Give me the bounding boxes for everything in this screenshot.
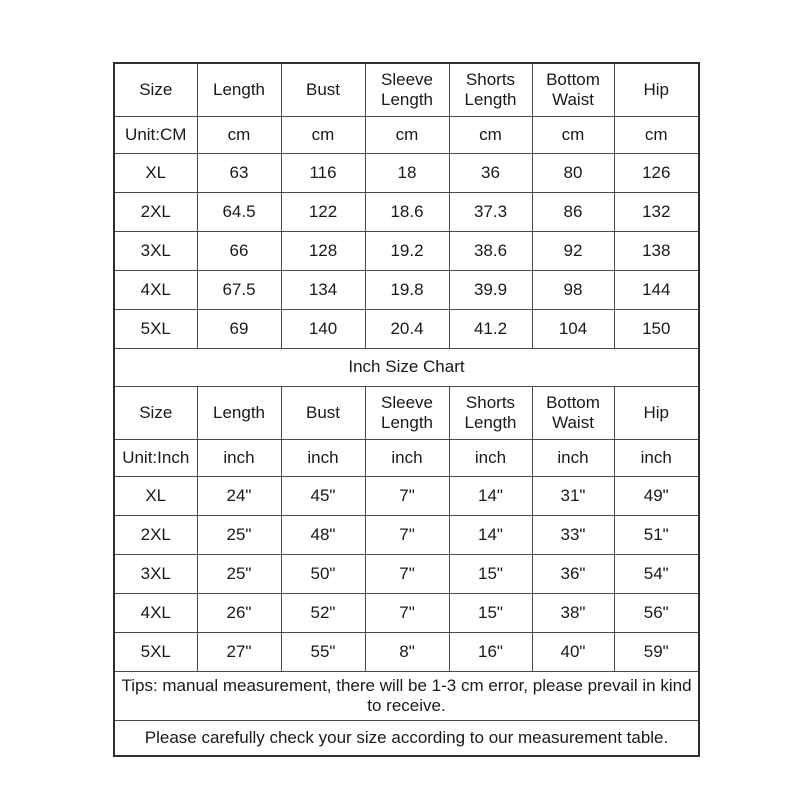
- inch-value: 48": [281, 516, 365, 555]
- cm-value: 66: [197, 232, 281, 271]
- inch-value: 36": [532, 555, 614, 594]
- size-label: XL: [114, 477, 197, 516]
- cm-header-sleeve-length: Sleeve Length: [365, 63, 449, 117]
- cm-value: 38.6: [449, 232, 532, 271]
- cm-unit-label: Unit:CM: [114, 117, 197, 154]
- inch-row-5xl: [114, 633, 699, 672]
- check-row: [114, 721, 699, 757]
- inch-value: 24": [197, 477, 281, 516]
- inch-row-3xl: [114, 555, 699, 594]
- inch-value: 27": [197, 633, 281, 672]
- inch-value: 8": [365, 633, 449, 672]
- inch-value: 31": [532, 477, 614, 516]
- inch-unit-value: inch: [614, 440, 699, 477]
- inch-value: 16": [449, 633, 532, 672]
- cm-unit-row: [114, 117, 699, 154]
- inch-value: 7": [365, 516, 449, 555]
- cm-value: 41.2: [449, 310, 532, 349]
- inch-header-hip: Hip: [614, 387, 699, 440]
- inch-unit-value: inch: [281, 440, 365, 477]
- inch-value: 51": [614, 516, 699, 555]
- cm-value: 150: [614, 310, 699, 349]
- cm-row-3xl: [114, 232, 699, 271]
- cm-unit-value: cm: [532, 117, 614, 154]
- cm-unit-value: cm: [449, 117, 532, 154]
- cm-value: 19.2: [365, 232, 449, 271]
- cm-header-bottom-waist: Bottom Waist: [532, 63, 614, 117]
- cm-value: 19.8: [365, 271, 449, 310]
- inch-value: 15": [449, 555, 532, 594]
- size-label: 3XL: [114, 555, 197, 594]
- cm-header-row: [114, 63, 699, 117]
- inch-value: 49": [614, 477, 699, 516]
- cm-header-size: Size: [114, 63, 197, 117]
- inch-header-length: Length: [197, 387, 281, 440]
- inch-value: 52": [281, 594, 365, 633]
- inch-unit-value: inch: [532, 440, 614, 477]
- cm-value: 18.6: [365, 193, 449, 232]
- inch-unit-value: inch: [197, 440, 281, 477]
- inch-title-row: [114, 349, 699, 387]
- inch-value: 45": [281, 477, 365, 516]
- inch-unit-value: inch: [449, 440, 532, 477]
- inch-value: 33": [532, 516, 614, 555]
- inch-header-shorts-length: Shorts Length: [449, 387, 532, 440]
- inch-value: 14": [449, 516, 532, 555]
- cm-value: 128: [281, 232, 365, 271]
- inch-row-2xl: [114, 516, 699, 555]
- cm-value: 39.9: [449, 271, 532, 310]
- cm-unit-value: cm: [614, 117, 699, 154]
- inch-value: 54": [614, 555, 699, 594]
- size-label: XL: [114, 154, 197, 193]
- inch-value: 25": [197, 516, 281, 555]
- size-chart-table: [113, 62, 700, 757]
- inch-value: 7": [365, 555, 449, 594]
- inch-header-row: [114, 387, 699, 440]
- cm-unit-value: cm: [281, 117, 365, 154]
- inch-value: 59": [614, 633, 699, 672]
- cm-row-xl: [114, 154, 699, 193]
- cm-value: 122: [281, 193, 365, 232]
- cm-value: 86: [532, 193, 614, 232]
- cm-value: 138: [614, 232, 699, 271]
- cm-value: 36: [449, 154, 532, 193]
- inch-header-size: Size: [114, 387, 197, 440]
- cm-header-hip: Hip: [614, 63, 699, 117]
- inch-value: 15": [449, 594, 532, 633]
- cm-value: 134: [281, 271, 365, 310]
- cm-header-shorts-length: Shorts Length: [449, 63, 532, 117]
- inch-value: 25": [197, 555, 281, 594]
- inch-row-4xl: [114, 594, 699, 633]
- cm-value: 144: [614, 271, 699, 310]
- inch-section-title: Inch Size Chart: [114, 349, 699, 387]
- size-label: 2XL: [114, 193, 197, 232]
- cm-value: 67.5: [197, 271, 281, 310]
- cm-unit-value: cm: [365, 117, 449, 154]
- cm-header-bust: Bust: [281, 63, 365, 117]
- inch-unit-row: [114, 440, 699, 477]
- cm-unit-value: cm: [197, 117, 281, 154]
- cm-value: 92: [532, 232, 614, 271]
- cm-header-length: Length: [197, 63, 281, 117]
- inch-unit-value: inch: [365, 440, 449, 477]
- inch-value: 7": [365, 477, 449, 516]
- size-label: 2XL: [114, 516, 197, 555]
- cm-value: 37.3: [449, 193, 532, 232]
- check-note: Please carefully check your size according to our measurement table.: [114, 721, 699, 757]
- cm-value: 20.4: [365, 310, 449, 349]
- inch-value: 50": [281, 555, 365, 594]
- inch-value: 55": [281, 633, 365, 672]
- cm-row-2xl: [114, 193, 699, 232]
- cm-row-5xl: [114, 310, 699, 349]
- cm-value: 126: [614, 154, 699, 193]
- cm-value: 64.5: [197, 193, 281, 232]
- inch-unit-label: Unit:Inch: [114, 440, 197, 477]
- tips-note: Tips: manual measurement, there will be 1-3 cm error, please prevail in kind to receive.: [114, 672, 699, 721]
- inch-value: 40": [532, 633, 614, 672]
- cm-row-4xl: [114, 271, 699, 310]
- inch-header-bottom-waist: Bottom Waist: [532, 387, 614, 440]
- cm-value: 104: [532, 310, 614, 349]
- size-label: 4XL: [114, 594, 197, 633]
- cm-value: 116: [281, 154, 365, 193]
- inch-value: 56": [614, 594, 699, 633]
- inch-value: 26": [197, 594, 281, 633]
- inch-value: 14": [449, 477, 532, 516]
- cm-value: 69: [197, 310, 281, 349]
- cm-value: 132: [614, 193, 699, 232]
- size-label: 5XL: [114, 310, 197, 349]
- inch-row-xl: [114, 477, 699, 516]
- inch-value: 7": [365, 594, 449, 633]
- cm-value: 140: [281, 310, 365, 349]
- size-label: 5XL: [114, 633, 197, 672]
- cm-value: 63: [197, 154, 281, 193]
- inch-header-bust: Bust: [281, 387, 365, 440]
- size-label: 3XL: [114, 232, 197, 271]
- cm-value: 98: [532, 271, 614, 310]
- size-label: 4XL: [114, 271, 197, 310]
- cm-value: 18: [365, 154, 449, 193]
- inch-value: 38": [532, 594, 614, 633]
- cm-value: 80: [532, 154, 614, 193]
- tips-row: [114, 672, 699, 721]
- inch-header-sleeve-length: Sleeve Length: [365, 387, 449, 440]
